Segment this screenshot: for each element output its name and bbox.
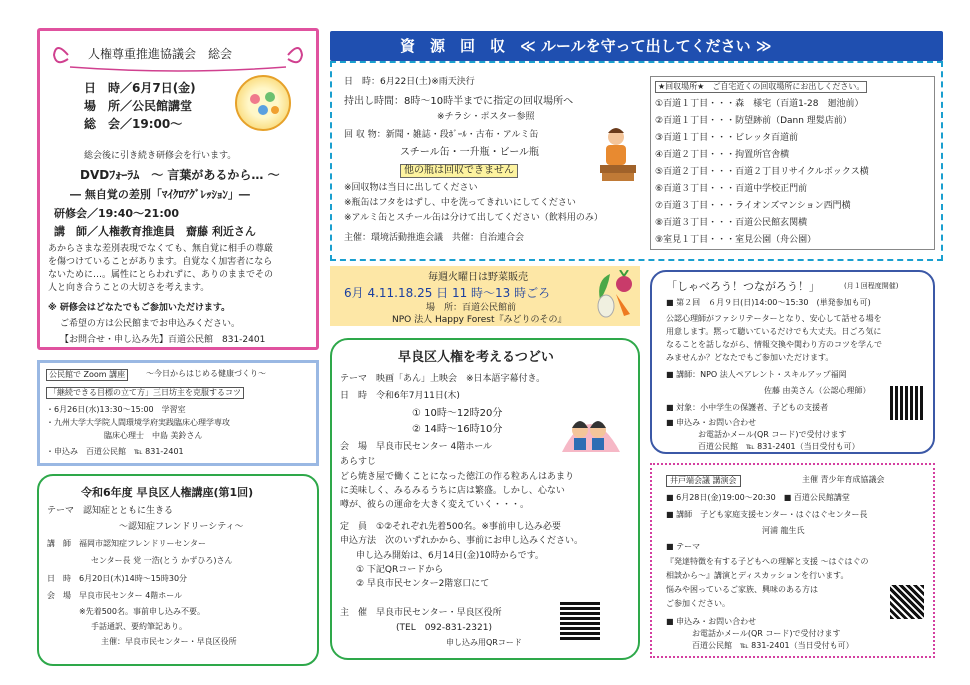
sokai-body-1: あからさまな差別表現でなくても、無自覚に相手の尊厳	[48, 244, 274, 254]
sokai-title: 人権尊重推進協議会 総会	[88, 47, 233, 61]
zoom-date: ・6月26日(水)13:30～15:00 学習室	[46, 405, 186, 414]
idobata-qr-code-icon[interactable]	[890, 585, 924, 619]
shaberou-apply3: 百道公民館 ℡ 831-2401（当日受付も可）	[698, 442, 860, 451]
shigen-header-bar	[330, 31, 943, 61]
shaberou-title: 「しゃべろう！つながろう！」	[666, 280, 820, 293]
sokai-body-3: ないために…。属性にとらわれずに、ありのままでその	[48, 270, 274, 280]
idobata-section	[650, 463, 935, 658]
tsudoi-qr-label: 申し込み用QRコード	[446, 638, 522, 647]
jinken-note1: ※先着500名。事前申し込み不要。	[79, 607, 205, 616]
jinken-theme: テーマ 認知症とともに生きる	[47, 506, 174, 516]
jinken-lecturer: 講 師 福岡市認知症フレンドリーセンター	[47, 539, 206, 548]
jinken-lecturer2: センター長 党 一浩(とう かずひろ)さん	[91, 556, 233, 565]
tsudoi-synopsis-3: 噂が、彼らの運命を大きく変えていく・・・。	[340, 500, 530, 510]
idobata-theme-2: 相談から～』講演とディスカッションを行います。	[666, 571, 849, 580]
kaisyu-place-9: ⑨室見１丁目・・・室見公園（舟公園）	[655, 235, 817, 245]
idobata-apply: ■ 申込み・お問い合わせ	[666, 617, 757, 626]
zoom-lecturer2: 臨床心理士 中島 美鈴さん	[104, 431, 203, 440]
sokai-note2: ご希望の方は公民館までお申込みください。	[60, 319, 241, 329]
yasai-section	[330, 266, 640, 326]
sokai-date: 日 時／6月7日(金)	[84, 81, 196, 95]
tsudoi-synopsis-2: に美味しく、みるみるうちに店は繁盛。しかし、心ない	[340, 486, 565, 496]
idobata-theme-1: 『発達特徴を有する子どもへの理解と支援 ～はぐはぐの	[666, 557, 869, 566]
zoom-title-sub: ～今日からはじめる健康づくり～	[146, 369, 266, 378]
tsudoi-start: 申し込み開始は、6月14日(金)10時からです。	[356, 551, 544, 561]
tsudoi-qr-code-icon[interactable]	[560, 600, 600, 640]
shaberou-body-2: 用意します。黙って聴いているだけでも大丈夫。日ごろ気に	[666, 327, 882, 336]
shaberou-session: ■ 第２回 ６月９日(日)14:00～15:30 (単発参加も可)	[666, 298, 871, 307]
kaisyu-place-8: ⑧百道３丁目・・・百道公民館玄関横	[655, 218, 808, 228]
jinken-note2: 手話通訳、要約筆記あり。	[91, 622, 187, 631]
kaisyu-place-6: ⑥百道３丁目・・・百道中学校正門前	[655, 184, 808, 194]
tsudoi-theme: テーマ 映画「あん」上映会 ※日本語字幕付き。	[340, 374, 546, 384]
tsudoi-place: 会 場 早良市民センター 4階ホール	[340, 442, 493, 452]
tsudoi-time1: ① 10時～12時20分	[412, 408, 503, 419]
tsudoi-tel: (TEL 092-831-2321)	[396, 623, 492, 633]
tsudoi-opt2: ② 早良市民センター2階窓口にて	[356, 579, 490, 589]
shigen-note3: ※アルミ缶とスチール缶は分けて出してください（飲料用のみ）	[344, 213, 603, 223]
shaberou-target: ■ 対象：小中学生の保護者、子どもの支援者	[666, 403, 829, 412]
shaberou-qr-code-icon[interactable]	[890, 386, 924, 420]
shaberou-body-4: みませんか？どなたでもご参加いただけます。	[666, 353, 834, 362]
shaberou-lecturer: ■ 講師：NPO 法人ペアレント・スキルアップ福岡	[666, 370, 847, 379]
jinken-sponsor: 主催：早良市民センター・早良区役所	[101, 637, 237, 646]
movie-an-illustration-icon	[558, 400, 624, 456]
idobata-theme: ■ テーマ	[666, 542, 701, 551]
idobata-theme-4: ご参加ください。	[666, 599, 730, 608]
idobata-lecturer2: 河浦 龍生氏	[762, 526, 805, 535]
idobata-apply3: 百道公民館 ℡ 831-2401（当日受付も可）	[692, 641, 854, 650]
yasai-place: 場 所：百道公民館前	[426, 303, 517, 313]
recycling-person-illustration-icon	[594, 125, 642, 189]
shigen-note2: ※瓶缶はフタをはずし、中を洗ってきれいにしてください	[344, 198, 576, 208]
sokai-place: 場 所／公民館講堂	[84, 99, 193, 113]
shigen-header: 資 源 回 収 ≪ ルールを守って出してください ≫	[400, 37, 772, 55]
tsudoi-date: 日 時 令和6年7月11日(木)	[340, 391, 460, 401]
shaberou-apply: ■ 申込み・お問い合わせ	[666, 418, 757, 427]
shigen-sponsor: 主催：環境活動推進会議 共催：自治連合会	[344, 233, 525, 243]
sokai-body-2: を傷つけていることがあります。自覚なく加害者になら	[48, 257, 273, 267]
sokai-body-4: 人と向き合うことの大切さを考えます。	[48, 283, 210, 293]
jinken-place: 会 場 早良市民センター 4階ホール	[47, 591, 183, 600]
kaisyu-title: ★回収場所★ ご自宅近くの回収場所にお出しください。	[655, 81, 867, 93]
shaberou-body-1: 公認心理師がファシリテーターとなり、安心して話せる場を	[666, 314, 882, 323]
shaberou-sub: (月１回程度開催)	[844, 282, 899, 290]
sokai-contact: 【お問合せ・申し込み先】百道公民館 831-2401	[60, 335, 266, 345]
zoom-section	[37, 360, 319, 466]
zoom-title: 公民館で Zoom 講座	[46, 369, 128, 381]
kaisyu-place-3: ③百道１丁目・・・ビレッタ百道前	[655, 133, 798, 143]
shaberou-apply2: お電話かメール(QR コード)で受付けます	[698, 430, 847, 439]
sokai-subtitle: ― 無自覚の差別「ﾏｲｸﾛｱｸﾞﾚｯｼｮﾝ」―	[70, 188, 250, 201]
kaisyu-place-7: ⑦百道３丁目・・・ライオンズマンション西門横	[655, 201, 851, 211]
tsudoi-capacity: 定 員 ①②それぞれ先着500名。※事前申し込み必要	[340, 522, 561, 532]
yasai-org: NPO 法人 Happy Forest『みどりのその』	[392, 315, 567, 325]
jinken-theme2: ～認知症フレンドリーシティ～	[119, 522, 244, 532]
shigen-note1: ※回収物は当日に出してください	[344, 183, 478, 193]
shigen-items2: スチール缶・一升瓶・ビール瓶	[400, 147, 539, 158]
idobata-title: 井戸端会議 講演会	[666, 475, 741, 487]
idobata-theme-3: 悩みや困っているご家族、興味のある方は	[666, 585, 818, 594]
kaisyu-places-box	[650, 76, 935, 250]
tsudoi-time2: ② 14時～16時10分	[412, 424, 503, 435]
yasai-title: 毎週火曜日は野菜販売	[428, 272, 528, 283]
smile-project-seal-icon	[235, 75, 291, 131]
shigen-date: 日 時：6月22日(土)※雨天決行	[344, 77, 475, 87]
sokai-note1: ※ 研修会はどなたでもご参加いただけます。	[48, 303, 231, 313]
shaberou-section	[650, 270, 935, 454]
shaberou-body-3: なることを話しながら、情報交換や関わり方のコツを学んで	[666, 340, 882, 349]
idobata-lecturer: ■ 講師 子ども家庭支援センター・はぐはぐセンター長	[666, 510, 868, 519]
sokai-kenshu-time: 研修会／19:40～21:00	[54, 207, 180, 220]
kaisyu-place-4: ④百道２丁目・・・拘置所官舎横	[655, 150, 790, 160]
tsudoi-method: 申込方法 次のいずれかから、事前にお申し込みください。	[340, 536, 584, 546]
jinken-section	[37, 474, 319, 666]
idobata-date: ■ 6月28日(金)19:00～20:30 ■ 百道公民館講堂	[666, 493, 850, 502]
jinken-title: 令和6年度 早良区人権講座(第1回)	[81, 486, 254, 499]
idobata-apply2: お電話かメール(QR コード)で受付けます	[692, 629, 841, 638]
kaisyu-place-1: ①百道１丁目・・・森 様宅（百道1-28 廻池前）	[655, 99, 864, 109]
tsudoi-opt1: ① 下記QRコードから	[356, 565, 444, 575]
tsudoi-section	[330, 338, 640, 660]
zoom-apply: ・申込み 百道公民館 ℡ 831-2401	[46, 447, 184, 456]
sokai-lecturer: 講 師／人権教育推進員 齋藤 利近さん	[54, 225, 256, 238]
tsudoi-title: 早良区人権を考えるつどい	[398, 350, 554, 365]
shigen-no-other: 他の瓶は回収できません	[400, 164, 518, 178]
tsudoi-synopsis-1: どら焼き屋で働くことになった徳江の作る粒あんはあまり	[340, 472, 575, 482]
sokai-after: 総会後に引き続き研修会を行います。	[84, 151, 237, 161]
shigen-items1: 回 収 物：新聞・雑誌・段ﾎﾞｰﾙ・古布・アルミ缶	[344, 130, 539, 140]
idobata-sponsor: 主催 青少年育成協議会	[802, 475, 885, 484]
zoom-lecturer1: ・九州大学大学院人間環境学府実践臨床心理学専攻	[46, 418, 230, 427]
vegetables-illustration-icon	[592, 270, 636, 322]
sokai-section	[37, 28, 319, 350]
shigen-time: 持出し時間：8時～10時半までに指定の回収場所へ	[344, 96, 574, 107]
zoom-theme: 「継続できる目標の立て方」三日坊主を克服するコツ	[46, 387, 244, 399]
shigen-flyer: ※チラシ・ポスター参照	[437, 112, 535, 122]
tsudoi-synopsis-label: あらすじ	[340, 457, 377, 467]
kaisyu-place-2: ②百道１丁目・・・防望跡前（Dann 理髪店前）	[655, 116, 852, 126]
kaisyu-place-5: ⑤百道２丁目・・・百道２丁目リサイクルボックス横	[655, 167, 869, 177]
yasai-dates: 6月 4.11.18.25 日 11 時～13 時ごろ	[344, 286, 551, 300]
shaberou-lecturer2: 佐藤 由美さん（公認心理師）	[764, 386, 871, 395]
sokai-meeting: 総 会／19:00～	[84, 117, 183, 131]
sokai-dvd-line: DVDﾌｫｰﾗﾑ ～ 言葉があるから… ～	[80, 168, 280, 182]
jinken-date: 日 時 6月20日(木)14時～15時30分	[47, 574, 188, 583]
tsudoi-sponsor: 主 催 早良市民センター・早良区役所	[340, 608, 502, 618]
